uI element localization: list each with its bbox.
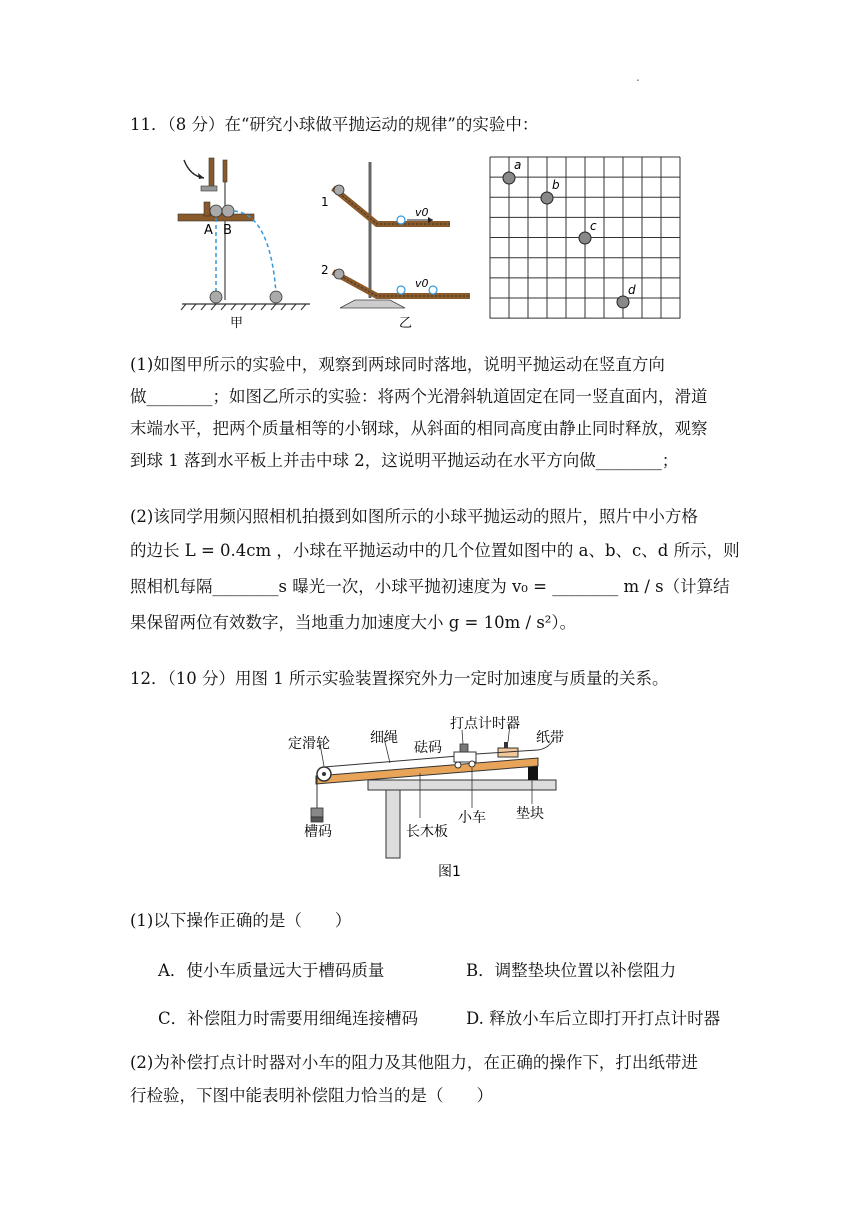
figure-1 xyxy=(280,708,580,884)
q11-p1-line4: 到球 1 落到水平板上并击中球 2，这说明平抛运动在水平方向做________； xyxy=(130,451,679,470)
q11-header: 11．（8 分）在“研究小球做平抛运动的规律”的实验中： xyxy=(130,115,539,134)
label-1: 1 xyxy=(321,195,329,209)
fig1-weights-label: 砝码 xyxy=(414,740,442,756)
figure-jia xyxy=(170,150,320,335)
v0-lower: v0 xyxy=(415,277,429,290)
choice-A: A．使小车质量远大于槽码质量 xyxy=(158,961,385,980)
choice-B: B．调整垫块位置以补偿阻力 xyxy=(466,961,677,980)
label-A: A xyxy=(204,223,213,238)
label-2: 2 xyxy=(321,263,329,277)
fig1-rope-label: 细绳 xyxy=(370,730,398,746)
v0-upper: v0 xyxy=(415,206,429,219)
q11-p1-line1: (1)如图甲所示的实验中，观察到两球同时落地，说明平抛运动在竖直方向 xyxy=(130,355,665,374)
q11-p2-line1: (2)该同学用频闪照相机拍摄到如图所示的小球平抛运动的照片，照片中小方格 xyxy=(130,507,698,526)
grid-label-b: b xyxy=(552,178,560,192)
stray-dot: . xyxy=(636,70,640,84)
fig1-cart-label: 小车 xyxy=(458,810,486,826)
grid-label-c: c xyxy=(590,219,597,233)
grid-label-a: a xyxy=(514,158,522,172)
fig1-hook-mass-label: 槽码 xyxy=(304,824,332,840)
fig1-board-label: 长木板 xyxy=(406,824,448,840)
ball-A xyxy=(210,205,222,217)
grid-label-d: d xyxy=(628,283,636,297)
q12-p2-line2: 行检验，下图中能表明补偿阻力恰当的是（ ） xyxy=(130,1086,493,1105)
choice-C: C．补偿阻力时需要用细绳连接槽码 xyxy=(158,1009,419,1028)
q11-p2-line2: 的边长 L = 0.4cm ，小球在平抛运动中的几个位置如图中的 a、b、c、d 所示，则 xyxy=(130,541,740,560)
figure-yi xyxy=(315,150,480,335)
ball-B xyxy=(222,205,234,217)
label-B: B xyxy=(223,223,232,238)
q12-header: 12．（10 分）用图 1 所示实验装置探究外力一定时加速度与质量的关系。 xyxy=(130,669,669,688)
fig1-caption: 图1 xyxy=(438,864,461,880)
q11-p2-line4: 果保留两位有效数字，当地重力加速度大小 g = 10m / s²）。 xyxy=(130,613,577,632)
choice-D: D. 释放小车后立即打开打点计时器 xyxy=(466,1009,721,1028)
q11-p1-line2: 做________；如图乙所示的实验：将两个光滑斜轨道固定在同一竖直面内，滑道 xyxy=(130,387,708,406)
fig1-pulley-label: 定滑轮 xyxy=(288,736,330,752)
q12-part1: (1)以下操作正确的是（ ） xyxy=(130,911,352,930)
fig1-tape-label: 纸带 xyxy=(536,730,564,746)
caption-yi: 乙 xyxy=(399,316,413,331)
caption-jia: 甲 xyxy=(230,316,244,331)
figure-grid xyxy=(488,155,684,327)
q11-p1-line3: 末端水平，把两个质量相等的小钢球，从斜面的相同高度由静止同时释放，观察 xyxy=(130,419,708,438)
fig1-block-label: 垫块 xyxy=(516,806,544,822)
q11-p2-line3: 照相机每隔________s 曝光一次，小球平抛初速度为 v₀ = ________ m / s（计算结 xyxy=(130,577,730,596)
q12-p2-line1: (2)为补偿打点计时器对小车的阻力及其他阻力，在正确的操作下，打出纸带进 xyxy=(130,1053,698,1072)
fig1-timer-label: 打点计时器 xyxy=(450,716,520,732)
